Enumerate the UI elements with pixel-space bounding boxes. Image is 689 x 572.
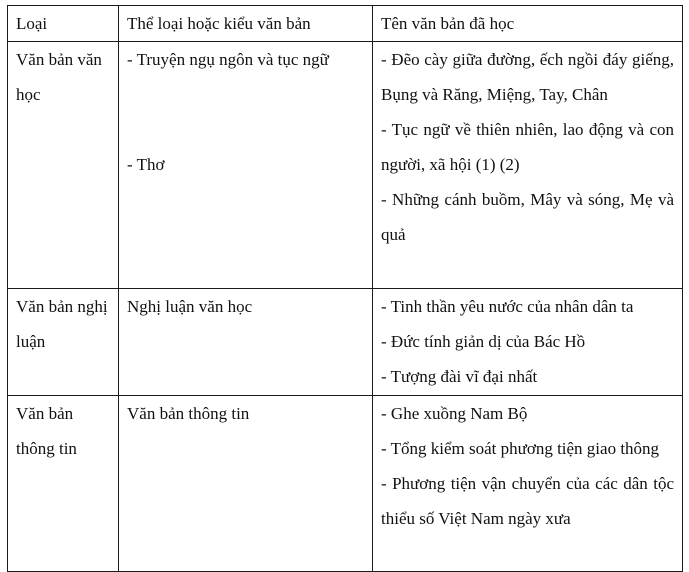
header-genre: Thể loại hoặc kiểu văn bản (119, 6, 373, 42)
text-item: - Ghe xuồng Nam Bộ (381, 404, 528, 423)
text-item: - Tinh thần yêu nước của nhân dân ta (381, 297, 634, 316)
category-cell (8, 396, 119, 572)
texts-cell (373, 396, 683, 572)
category-label: Văn bản văn học (16, 50, 102, 104)
table-row (8, 289, 683, 396)
text-item: - Phương tiện vận chuyển của các dân tộc thiểu số Việt Nam ngày xưa (381, 474, 674, 528)
category-cell (8, 289, 119, 396)
text-item: - Tổng kiểm soát phương tiện giao thông (381, 439, 660, 458)
texts-cell (373, 289, 683, 396)
genre-cell (119, 396, 373, 572)
genre-cell (119, 42, 373, 289)
table-row (8, 396, 683, 572)
text-item: - Đức tính giản dị của Bác Hồ (381, 332, 586, 351)
genre-item: Nghị luận văn học (127, 297, 253, 316)
category-label: Văn bản nghị luận (16, 297, 108, 351)
category-cell (8, 42, 119, 289)
text-item: - Đẽo cày giữa đường, ếch ngồi đáy giếng, Bụng và Răng, Miệng, Tay, Chân (381, 50, 674, 104)
header-texts: Tên văn bản đã học (373, 6, 683, 42)
genre-item: - Truyện ngụ ngôn và tục ngữ (127, 50, 329, 69)
text-item: - Tục ngữ về thiên nhiên, lao động và con người, xã hội (1) (2) (381, 120, 674, 174)
texts-cell (373, 42, 683, 289)
genre-spacer (127, 77, 364, 147)
table-row (8, 42, 683, 289)
text-item: - Tượng đài vĩ đại nhất (381, 367, 538, 386)
header-row (8, 6, 683, 42)
text-item: - Những cánh buồm, Mây và sóng, Mẹ và quả (381, 190, 674, 244)
header-category: Loại (8, 6, 119, 42)
genre-item: Văn bản thông tin (127, 404, 250, 423)
category-label: Văn bản thông tin (16, 404, 77, 458)
genre-item: - Thơ (127, 155, 165, 174)
literature-table (7, 5, 683, 572)
genre-cell (119, 289, 373, 396)
